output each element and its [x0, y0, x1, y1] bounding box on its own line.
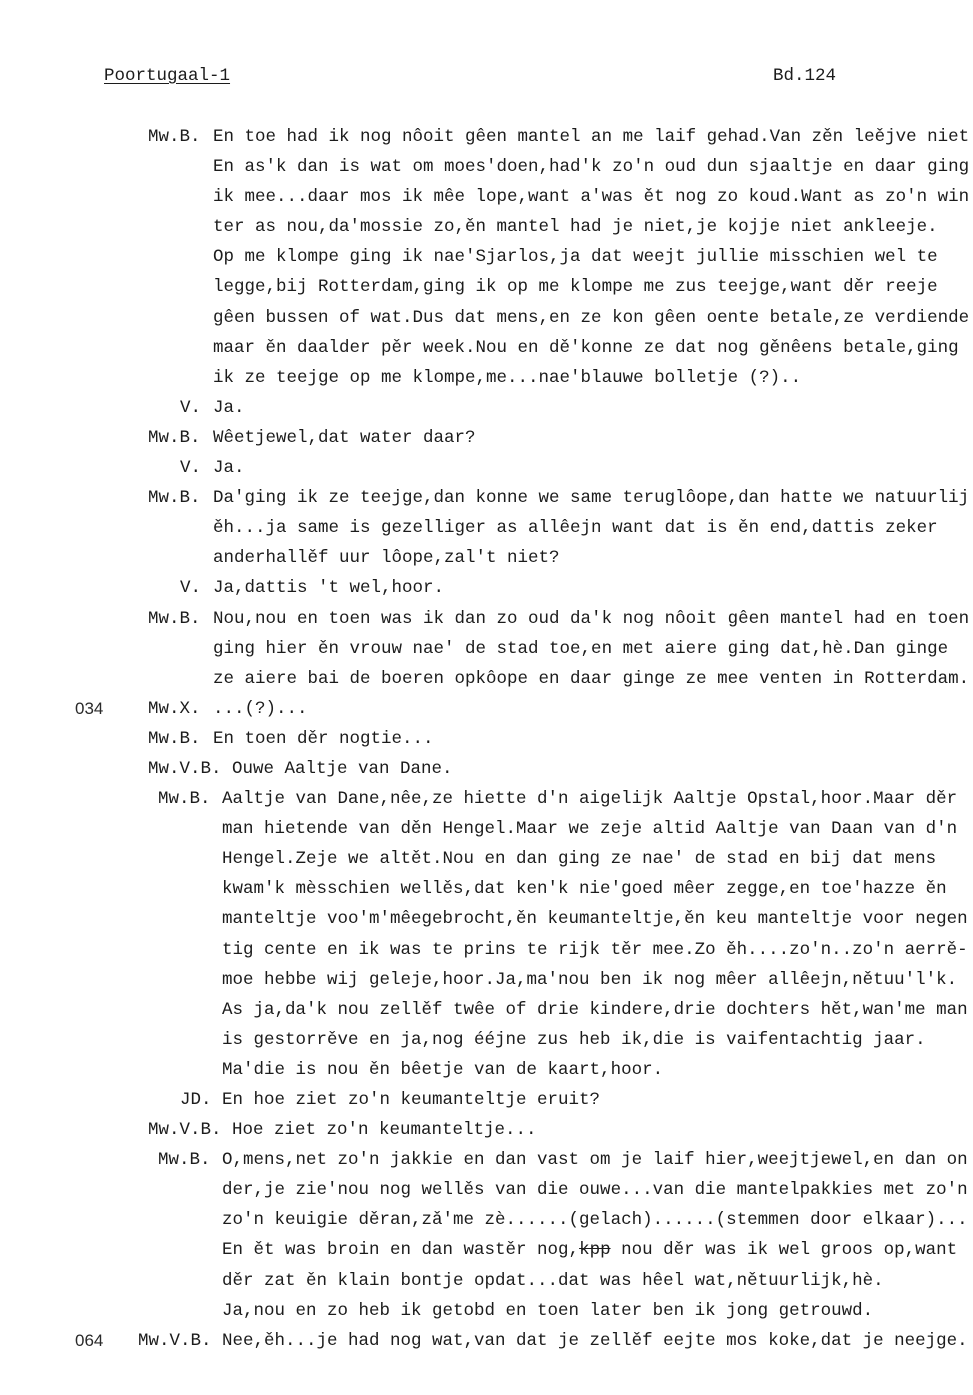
transcript-line: [0, 784, 973, 814]
transcript-line: [0, 814, 973, 844]
transcript-line: [0, 1025, 973, 1055]
utterance-text: maar ěn daalder pěr week.Nou en dě'konne ze dat nog gěnêens betale,ging: [213, 337, 959, 358]
transcript-line: [0, 122, 973, 152]
utterance-text: ěh...ja same is gezelliger as allêejn want dat is ěn end,dattis zeker: [213, 518, 938, 539]
utterance-text: zo'n keuigie děran,zǎ'me zè......(gelach)......(stemmen door elkaar)...: [222, 1210, 968, 1231]
margin-timecode: 034: [75, 698, 104, 718]
utterance-text: En toe had ik nog nôoit gêen mantel an me laif gehad.Van zěn leějve niet: [213, 127, 970, 147]
utterance-text: Op me klompe ging ik nae'Sjarlos,ja dat weejt jullie misschien wel te: [213, 247, 938, 268]
page-number: Bd.124: [773, 66, 837, 86]
transcript-body: [0, 122, 973, 1356]
utterance-text: der,je zie'nou nog wellěs van die ouwe...van die mantelpakkies met zo'n: [222, 1180, 968, 1201]
utterance-text: tig cente en ik was te prins te rijk těr mee.Zo ěh....zo'n..zo'n aerrě-: [222, 939, 968, 960]
transcript-line: [0, 604, 973, 634]
transcript-line: [0, 1296, 973, 1326]
speaker-label: V.: [180, 397, 202, 418]
utterance-text: Aaltje van Dane,nêe,ze hiette d'n aigelijk Aaltje Opstal,hoor.Maar děr: [222, 789, 958, 810]
utterance-text: Ouwe Aaltje van Dane.: [232, 758, 453, 779]
speaker-label: Mw.B.: [148, 488, 201, 509]
utterance-text: man hietende van děn Hengel.Maar we zeje altid Aaltje van Daan van d'n: [222, 819, 958, 840]
transcript-line: [0, 1055, 973, 1085]
speaker-label: V.: [180, 458, 202, 479]
transcript-line: [0, 1266, 973, 1296]
speaker-label: Mw.V.B.: [138, 1330, 212, 1351]
transcript-line: [0, 152, 973, 182]
transcript-line: [0, 935, 973, 965]
utterance-text: is gestorrěve en ja,nog ééjne zus heb ik,die is vaifentachtig jaar.: [222, 1029, 926, 1050]
document-title: Poortugaal-1: [104, 66, 231, 86]
transcript-line: [0, 694, 973, 724]
transcript-line: [0, 1085, 973, 1115]
transcript-line: [0, 453, 973, 483]
transcript-line: [0, 754, 973, 784]
speaker-label: Mw.X.: [148, 698, 201, 719]
utterance-text: děr zat ěn klain bontje opdat...dat was hêel wat,nětuurlijk,hè.: [222, 1270, 884, 1291]
transcript-line: [0, 242, 973, 272]
transcript-line: [0, 844, 973, 874]
utterance-text: ter as nou,da'mossie zo,ěn mantel had je niet,je kojje niet ankleeje.: [213, 217, 938, 238]
transcript-line: [0, 1115, 973, 1145]
utterance-segment: En ět was broin en dan wastěr nog,: [222, 1240, 580, 1261]
utterance-text: ze aiere bai de boeren opkôope en daar ginge ze mee venten in Rotterdam.: [213, 668, 970, 689]
transcript-line: [0, 1205, 973, 1235]
speaker-label: Mw.B.: [148, 728, 201, 749]
margin-timecode: 064: [75, 1330, 104, 1350]
struck-out-text: kpp: [579, 1240, 611, 1261]
utterance-text: gêen bussen of wat.Dus dat mens,en ze kon gêen oente betale,ze verdiende: [213, 307, 970, 328]
transcript-line: [0, 543, 973, 573]
speaker-label: Mw.V.B.: [148, 758, 222, 779]
utterance-text: Hengel.Zeje we altět.Nou en dan ging ze nae' de stad en bij dat mens: [222, 849, 937, 870]
utterance-text: Ja,dattis 't wel,hoor.: [213, 578, 445, 599]
transcript-line: [0, 995, 973, 1025]
utterance-text: Nou,nou en toen was ik dan zo oud da'k nog nôoit gêen mantel had en toen: [213, 608, 970, 629]
speaker-label: V.: [180, 578, 202, 599]
speaker-label: Mw.V.B.: [148, 1120, 222, 1141]
speaker-label: Mw.B.: [148, 608, 201, 629]
utterance-text: En hoe ziet zo'n keumanteltje eruit?: [222, 1090, 601, 1110]
utterance-segment: nou děr was ik wel groos op,want: [610, 1240, 958, 1261]
utterance-text: ...(?)...: [213, 698, 308, 719]
transcript-line: [0, 874, 973, 904]
utterance-text: En as'k dan is wat om moes'doen,had'k zo'n oud dun sjaaltje en daar ging: [213, 157, 970, 178]
utterance-text: ging hier ěn vrouw nae' de stad toe,en met aiere ging dat,hè.Dan ginge: [213, 638, 949, 659]
transcript-line: [0, 272, 973, 302]
speaker-label: Mw.B.: [148, 427, 201, 448]
utterance-text: Ja.: [213, 397, 245, 418]
transcript-line: [0, 513, 973, 543]
transcript-line: [0, 904, 973, 934]
transcript-line: [0, 1175, 973, 1205]
utterance-text: Nee,ěh...je had nog wat,van dat je zellěf eejte mos koke,dat je neejge.: [222, 1330, 968, 1351]
utterance-text: Wêetjewel,dat water daar?: [213, 427, 476, 448]
utterance-text: manteltje voo'm'mêegebrocht,ěn keumanteltje,ěn keu manteltje voor negen: [222, 909, 968, 930]
utterance-text: Da'ging ik ze teejge,dan konne we same teruglôope,dan hatte we natuurlij: [213, 488, 970, 509]
transcript-line: [0, 1326, 973, 1356]
utterance-text: legge,bij Rotterdam,ging ik op me klompe me zus teejge,want děr reeje: [213, 277, 938, 298]
utterance-text: Ja,nou en zo heb ik getobd en toen later ben ik jong getrouwd.: [222, 1300, 874, 1321]
utterance-text: En toen děr nogtie...: [213, 728, 434, 749]
transcript-line: [0, 724, 973, 754]
utterance-text: Ma'die is nou ěn bêetje van de kaart,hoor.: [222, 1059, 664, 1080]
utterance-text: moe hebbe wij geleje,hoor.Ja,ma'nou ben ik nog mêer allêejn,nětuu'l'k.: [222, 969, 958, 990]
transcript-line: [0, 303, 973, 333]
speaker-label: Mw.B.: [148, 127, 201, 147]
transcript-line: [0, 573, 973, 603]
utterance-text: [222, 1235, 957, 1265]
transcript-line: [0, 483, 973, 513]
utterance-text: Ja.: [213, 458, 245, 479]
utterance-text: kwam'k mèsschien wellěs,dat ken'k nie'goed mêer zegge,en toe'hazze ěn: [222, 879, 947, 900]
utterance-text: Hoe ziet zo'n keumanteltje...: [232, 1120, 537, 1141]
transcript-line: [0, 182, 973, 212]
transcript-line: [0, 1145, 973, 1175]
transcript-line: [0, 423, 973, 453]
speaker-label: JD.: [180, 1090, 212, 1110]
transcript-line: [0, 212, 973, 242]
transcript-line: [0, 333, 973, 363]
utterance-text: As ja,da'k nou zellěf twêe of drie kindere,drie dochters hět,wan'me man: [222, 999, 968, 1020]
utterance-text: ik ze teejge op me klompe,me...nae'blauwe bolletje (?)..: [213, 367, 802, 388]
speaker-label: Mw.B.: [158, 1150, 211, 1171]
transcript-line: [0, 393, 973, 423]
transcript-line: [0, 634, 973, 664]
page-header: [0, 62, 973, 90]
utterance-text: anderhallěf uur lôope,zal't niet?: [213, 548, 560, 569]
transcript-line: [0, 1235, 973, 1265]
utterance-text: O,mens,net zo'n jakkie en dan vast om je laif hier,weejtjewel,en dan on: [222, 1150, 968, 1171]
transcript-line: [0, 664, 973, 694]
utterance-text: ik mee...daar mos ik mêe lope,want a'was ět nog zo koud.Want as zo'n win: [213, 187, 970, 208]
transcript-line: [0, 965, 973, 995]
speaker-label: Mw.B.: [158, 789, 211, 810]
transcript-line: [0, 363, 973, 393]
